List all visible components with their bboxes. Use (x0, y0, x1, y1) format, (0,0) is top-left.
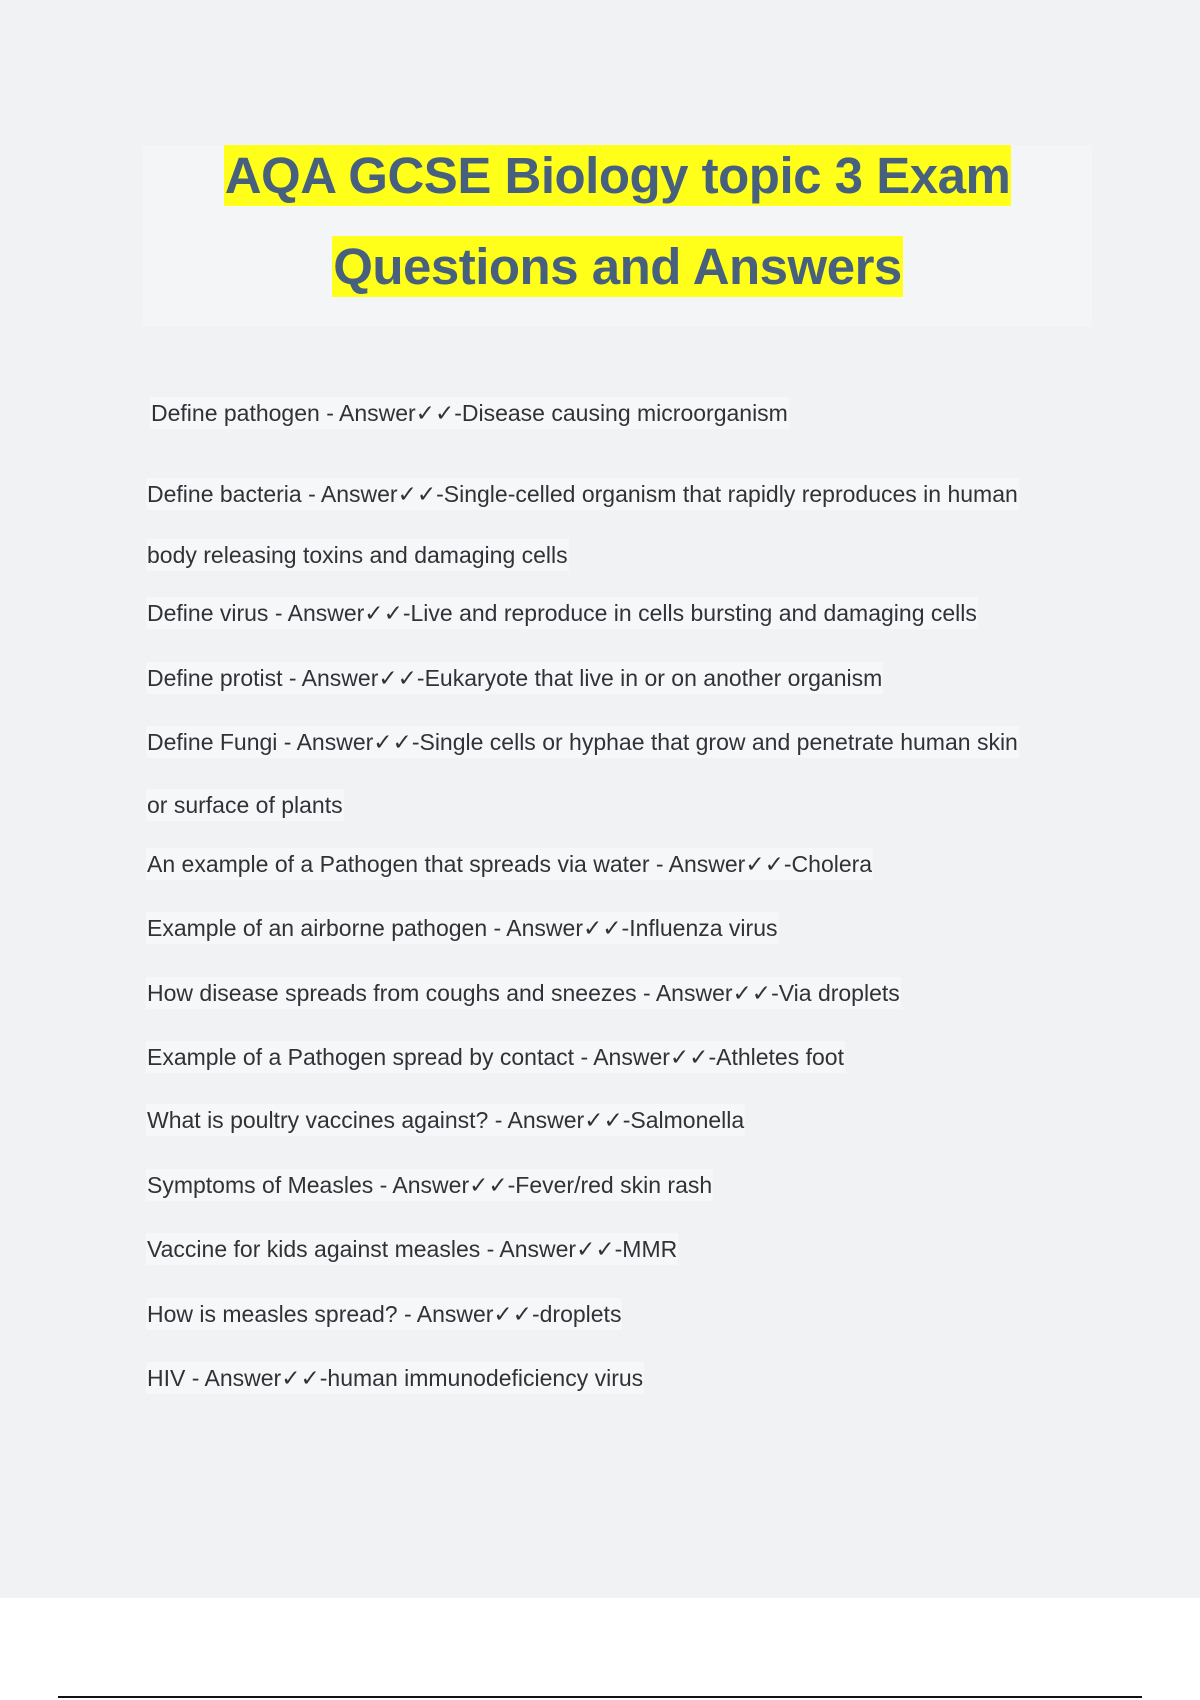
qa-line: Define protist - Answer✓✓-Eukaryote that live in or on another organism (146, 665, 883, 692)
footer-divider (58, 1696, 1142, 1698)
title-line-1 (143, 145, 1092, 207)
qa-line: An example of a Pathogen that spreads via water - Answer✓✓-Cholera (146, 851, 873, 878)
qa-line: How disease spreads from coughs and sneezes - Answer✓✓-Via droplets (146, 980, 901, 1007)
qa-line: Define virus - Answer✓✓-Live and reproduce in cells bursting and damaging cells (146, 600, 978, 627)
qa-line: Symptoms of Measles - Answer✓✓-Fever/red skin rash (146, 1172, 713, 1199)
qa-line-continued: body releasing toxins and damaging cells (146, 542, 569, 569)
title-line-2 (143, 236, 1092, 298)
title-text-2: Questions and Answers (333, 238, 902, 295)
qa-line: Define pathogen - Answer✓✓-Disease causing microorganism (150, 400, 789, 427)
title-text-1: AQA GCSE Biology topic 3 Exam (224, 147, 1011, 204)
qa-line: Example of a Pathogen spread by contact - Answer✓✓-Athletes foot (146, 1044, 845, 1071)
qa-line: Vaccine for kids against measles - Answer✓✓-MMR (146, 1236, 678, 1263)
qa-line-continued: or surface of plants (146, 792, 344, 819)
qa-line: What is poultry vaccines against? - Answer✓✓-Salmonella (146, 1107, 745, 1134)
qa-line: Example of an airborne pathogen - Answer✓✓-Influenza virus (146, 915, 779, 942)
qa-line: HIV - Answer✓✓-human immunodeficiency virus (146, 1365, 644, 1392)
qa-line: Define bacteria - Answer✓✓-Single-celled organism that rapidly reproduces in human (146, 481, 1019, 508)
qa-line: Define Fungi - Answer✓✓-Single cells or hyphae that grow and penetrate human skin (146, 729, 1019, 756)
title-block (143, 145, 1092, 327)
qa-line: How is measles spread? - Answer✓✓-droplets (146, 1301, 622, 1328)
